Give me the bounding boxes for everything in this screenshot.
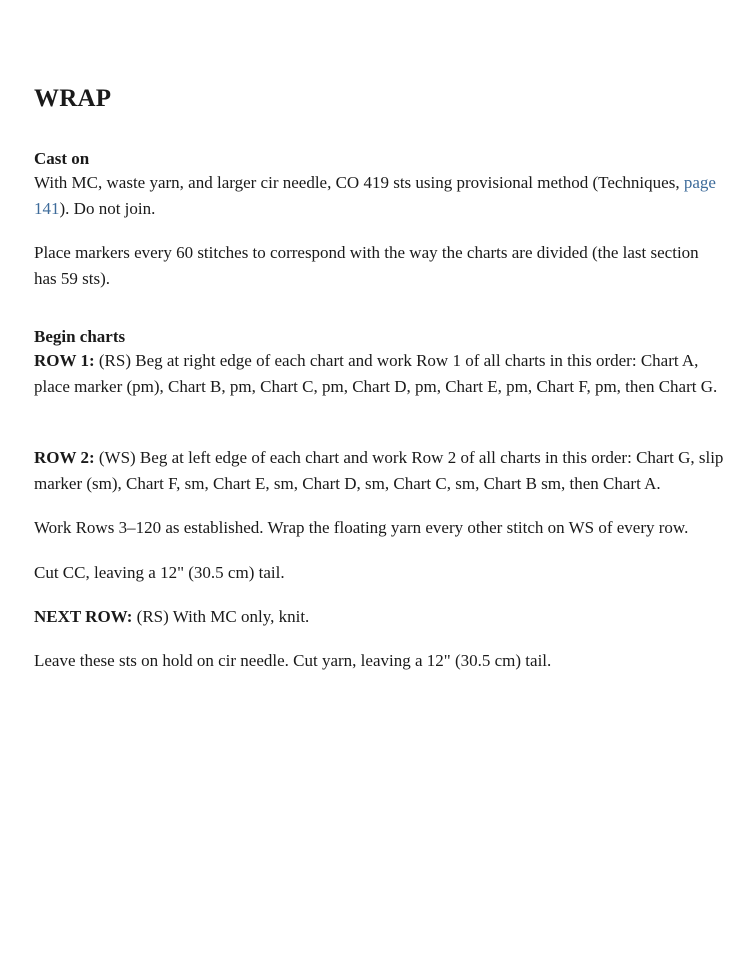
cut-cc-paragraph: Cut CC, leaving a 12" (30.5 cm) tail. — [34, 563, 285, 582]
markers-paragraph: Place markers every 60 stitches to correspond with the way the charts are divided (the last section has 59 sts). — [34, 243, 699, 288]
cast-on-text-end: ). Do not join. — [59, 199, 156, 218]
markers-section — [34, 240, 724, 292]
work-rows-paragraph: Work Rows 3–120 as established. Wrap the floating yarn every other stitch on WS of every row. — [34, 518, 689, 537]
cast-on-heading: Cast on — [34, 149, 90, 168]
leave-sts-paragraph: Leave these sts on hold on cir needle. Cut yarn, leaving a 12" (30.5 cm) tail. — [34, 651, 552, 670]
next-row-text: (RS) With MC only, knit. — [132, 607, 310, 626]
row-1-paragraph — [34, 348, 724, 400]
cast-on-section — [34, 148, 724, 222]
row-2-paragraph — [34, 445, 724, 497]
work-rows-section — [34, 515, 724, 541]
leave-sts-section — [34, 648, 724, 674]
begin-charts-section — [34, 326, 724, 400]
cut-cc-section — [34, 560, 724, 586]
next-row-paragraph — [34, 604, 724, 630]
row-2-label: ROW 2: — [34, 448, 95, 467]
cast-on-text-start: With MC, waste yarn, and larger cir needle, CO 419 sts using provisional method (Techniques, — [34, 173, 684, 192]
row-2-text: (WS) Beg at left edge of each chart and work Row 2 of all charts in this order: Chart G, slip marker (sm), Chart F, sm, Chart E, sm, Chart D, sm, Chart C, sm, Chart B sm, then Chart A. — [34, 448, 724, 493]
cast-on-paragraph — [34, 170, 724, 222]
begin-charts-heading: Begin charts — [34, 327, 126, 346]
page-title: WRAP — [34, 85, 112, 112]
next-row-section — [34, 604, 724, 630]
row-1-label: ROW 1: — [34, 351, 95, 370]
row-1-text: (RS) Beg at right edge of each chart and work Row 1 of all charts in this order: Chart A, place marker (pm), Chart B, pm, Chart C, pm, Chart D, pm, Chart E, pm, Chart F, pm, then Chart G. — [34, 351, 718, 396]
page-141-link[interactable]: page 141 — [34, 173, 716, 218]
row-2-section — [34, 445, 724, 497]
next-row-label: NEXT ROW: — [34, 607, 133, 626]
